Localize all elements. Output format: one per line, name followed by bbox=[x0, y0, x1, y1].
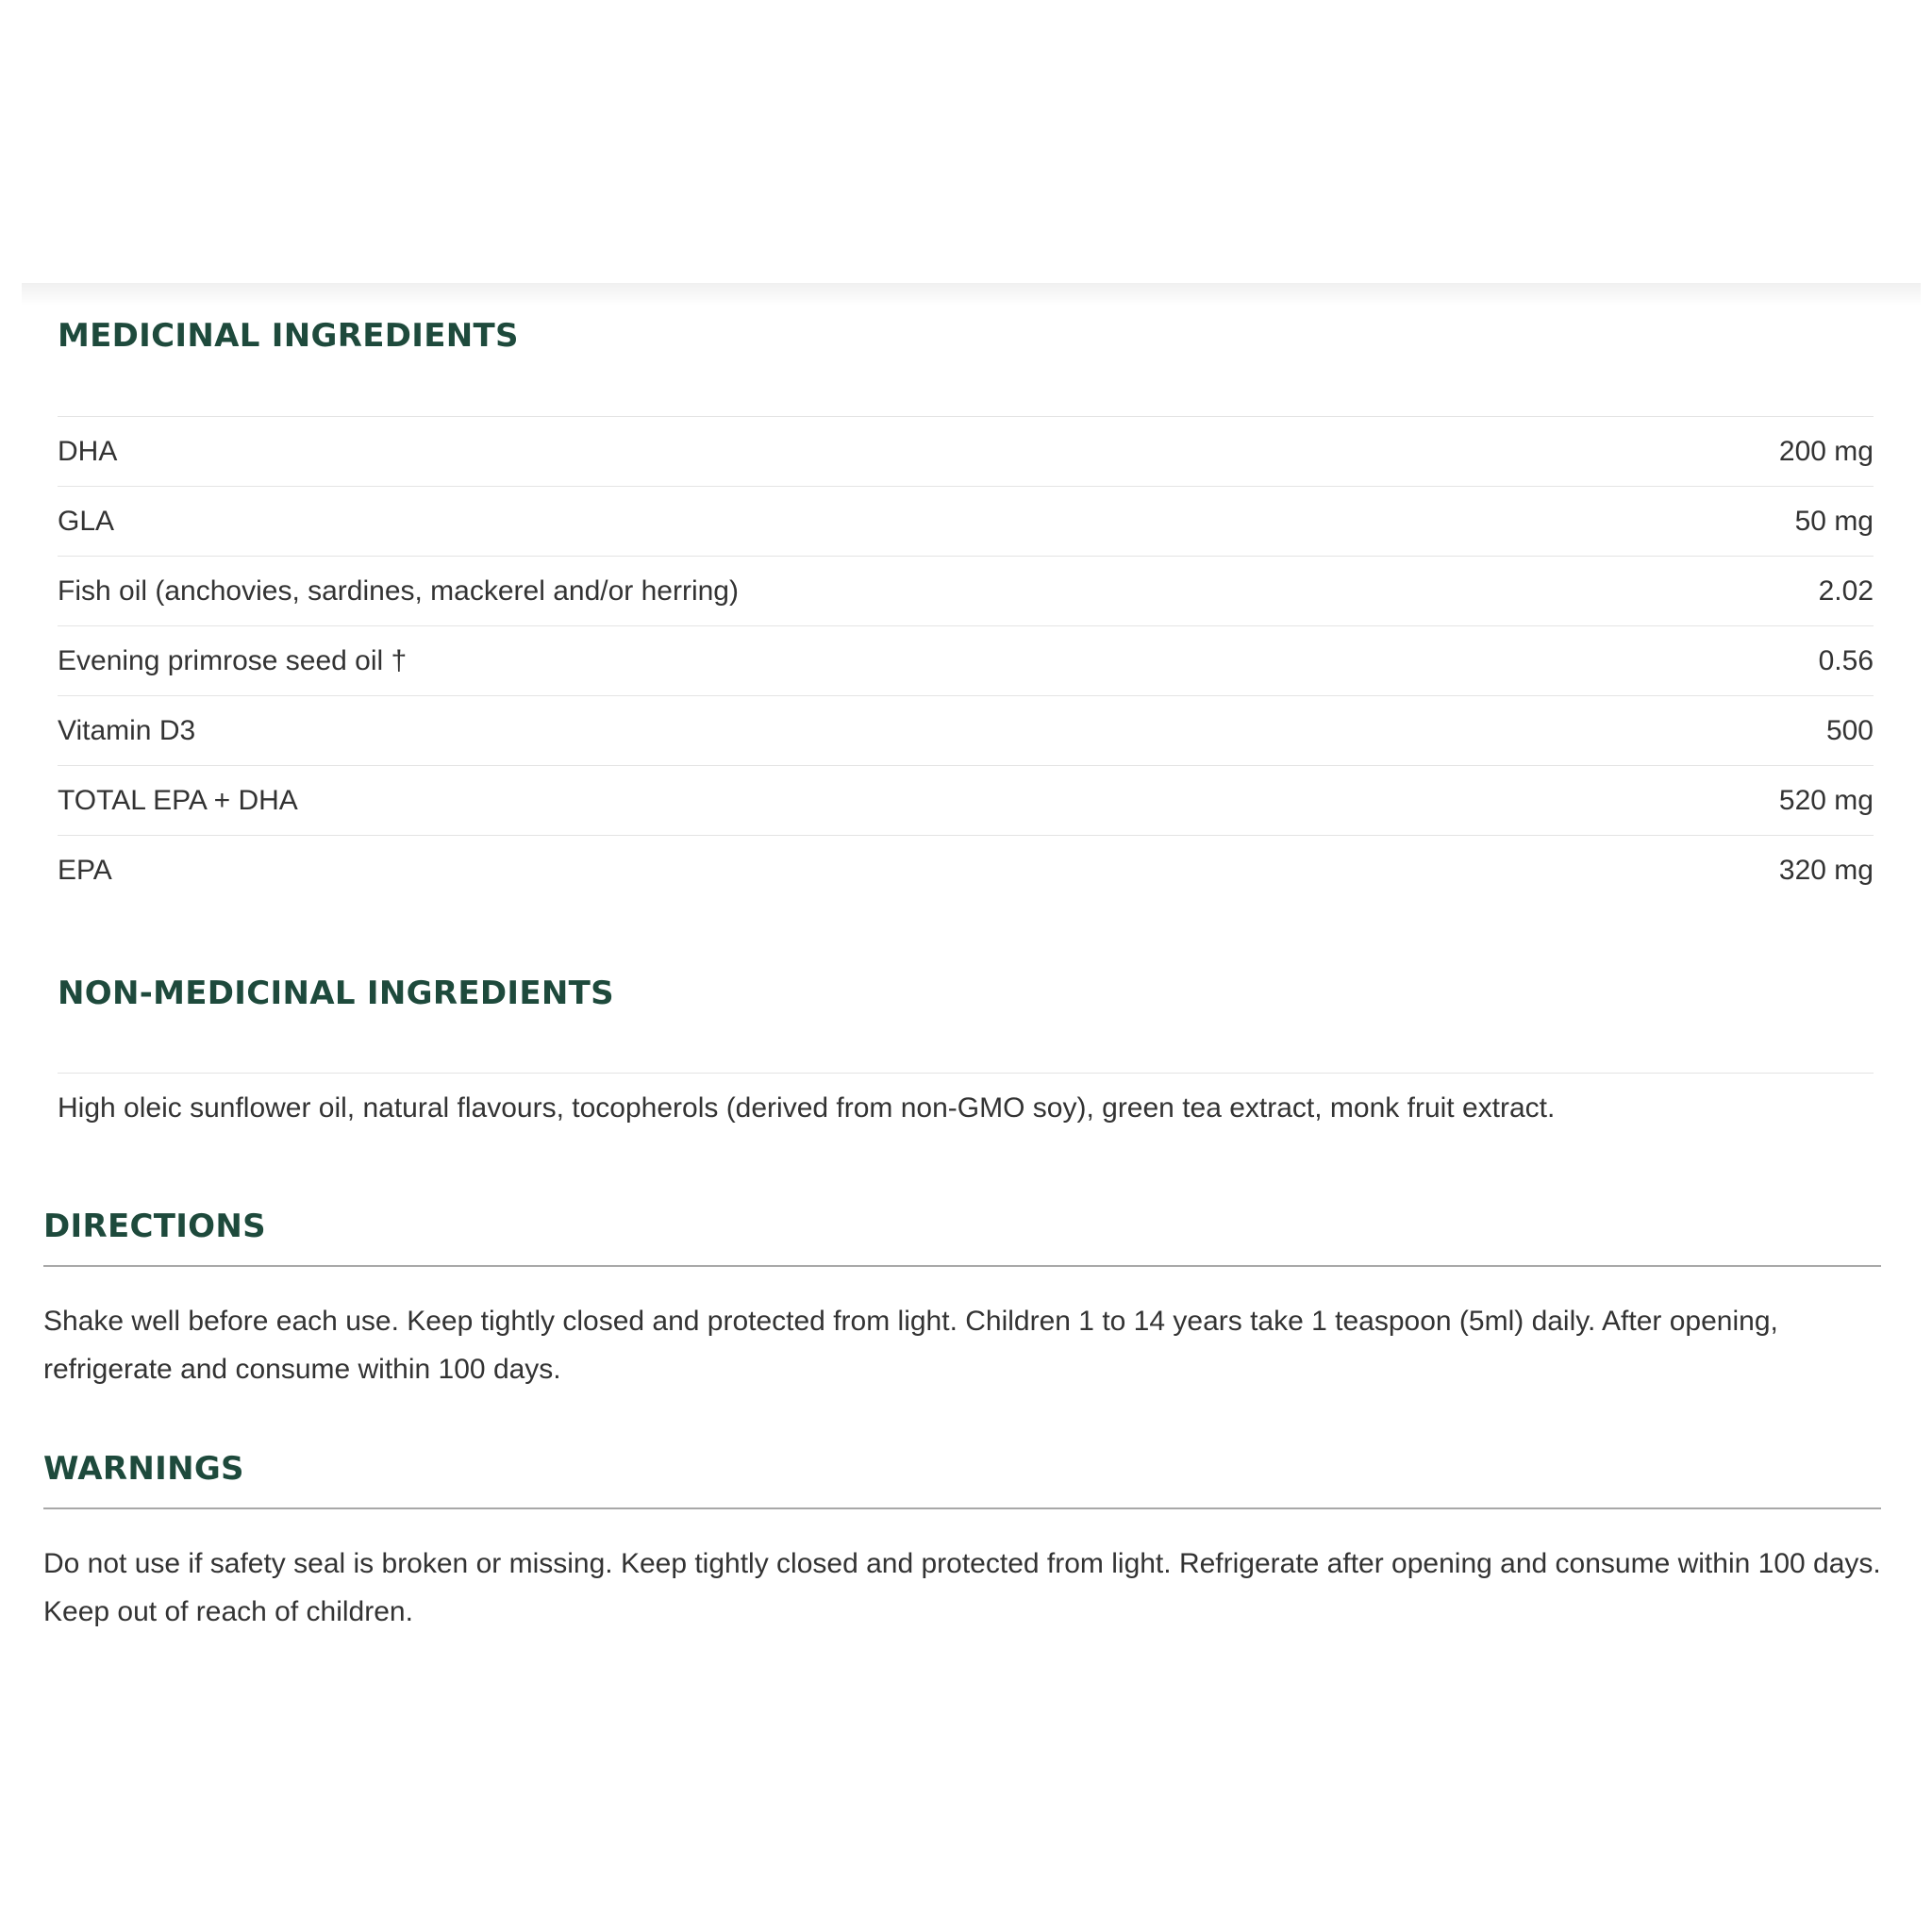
table-row bbox=[58, 695, 1874, 765]
ingredient-amount: 200 mg bbox=[1778, 436, 1874, 467]
medicinal-ingredients-heading: MEDICINAL INGREDIENTS bbox=[58, 317, 519, 355]
ingredient-name: Fish oil (anchovies, sardines, mackerel and/or herring) bbox=[58, 575, 739, 607]
directions-divider bbox=[43, 1265, 1881, 1267]
ingredient-amount: 320 mg bbox=[1778, 855, 1874, 886]
ingredient-amount: 500 bbox=[1825, 715, 1874, 746]
warnings-divider bbox=[43, 1507, 1881, 1509]
ingredient-name: DHA bbox=[58, 436, 118, 467]
warnings-text: Do not use if safety seal is broken or missing. Keep tightly closed and protected from light. Refrigerate after opening and consume within 100 days. Keep out of reach of children. bbox=[43, 1548, 1881, 1627]
ingredient-name: TOTAL EPA + DHA bbox=[58, 785, 298, 816]
ingredient-name: EPA bbox=[58, 855, 112, 886]
non-medicinal-ingredients-text: High oleic sunflower oil, natural flavours, tocopherols (derived from non-GMO soy), green tea extract, monk fruit extract. bbox=[58, 1092, 1556, 1124]
table-row bbox=[58, 835, 1874, 905]
medicinal-ingredients-table bbox=[58, 416, 1874, 905]
ingredient-amount: 50 mg bbox=[1794, 506, 1874, 537]
directions-heading: DIRECTIONS bbox=[43, 1208, 266, 1245]
ingredient-name: Evening primrose seed oil † bbox=[58, 645, 408, 676]
warnings-heading: WARNINGS bbox=[43, 1450, 244, 1488]
ingredient-amount: 520 mg bbox=[1778, 785, 1874, 816]
directions-text: Shake well before each use. Keep tightly closed and protected from light. Children 1 to 14 years take 1 teaspoon (5ml) daily. After opening, refrigerate and consume within 100 days. bbox=[43, 1306, 1778, 1385]
ingredient-amount: 2.02 bbox=[1818, 575, 1874, 607]
table-row bbox=[58, 765, 1874, 835]
table-row bbox=[58, 556, 1874, 625]
ingredient-amount: 0.56 bbox=[1818, 645, 1874, 676]
table-row bbox=[58, 486, 1874, 556]
table-row bbox=[58, 625, 1874, 695]
non-medicinal-ingredients-heading: NON-MEDICINAL INGREDIENTS bbox=[58, 974, 614, 1012]
ingredient-name: Vitamin D3 bbox=[58, 715, 196, 746]
panel-shadow bbox=[22, 283, 1921, 306]
divider bbox=[58, 1073, 1874, 1074]
ingredient-name: GLA bbox=[58, 506, 115, 537]
table-row bbox=[58, 416, 1874, 486]
